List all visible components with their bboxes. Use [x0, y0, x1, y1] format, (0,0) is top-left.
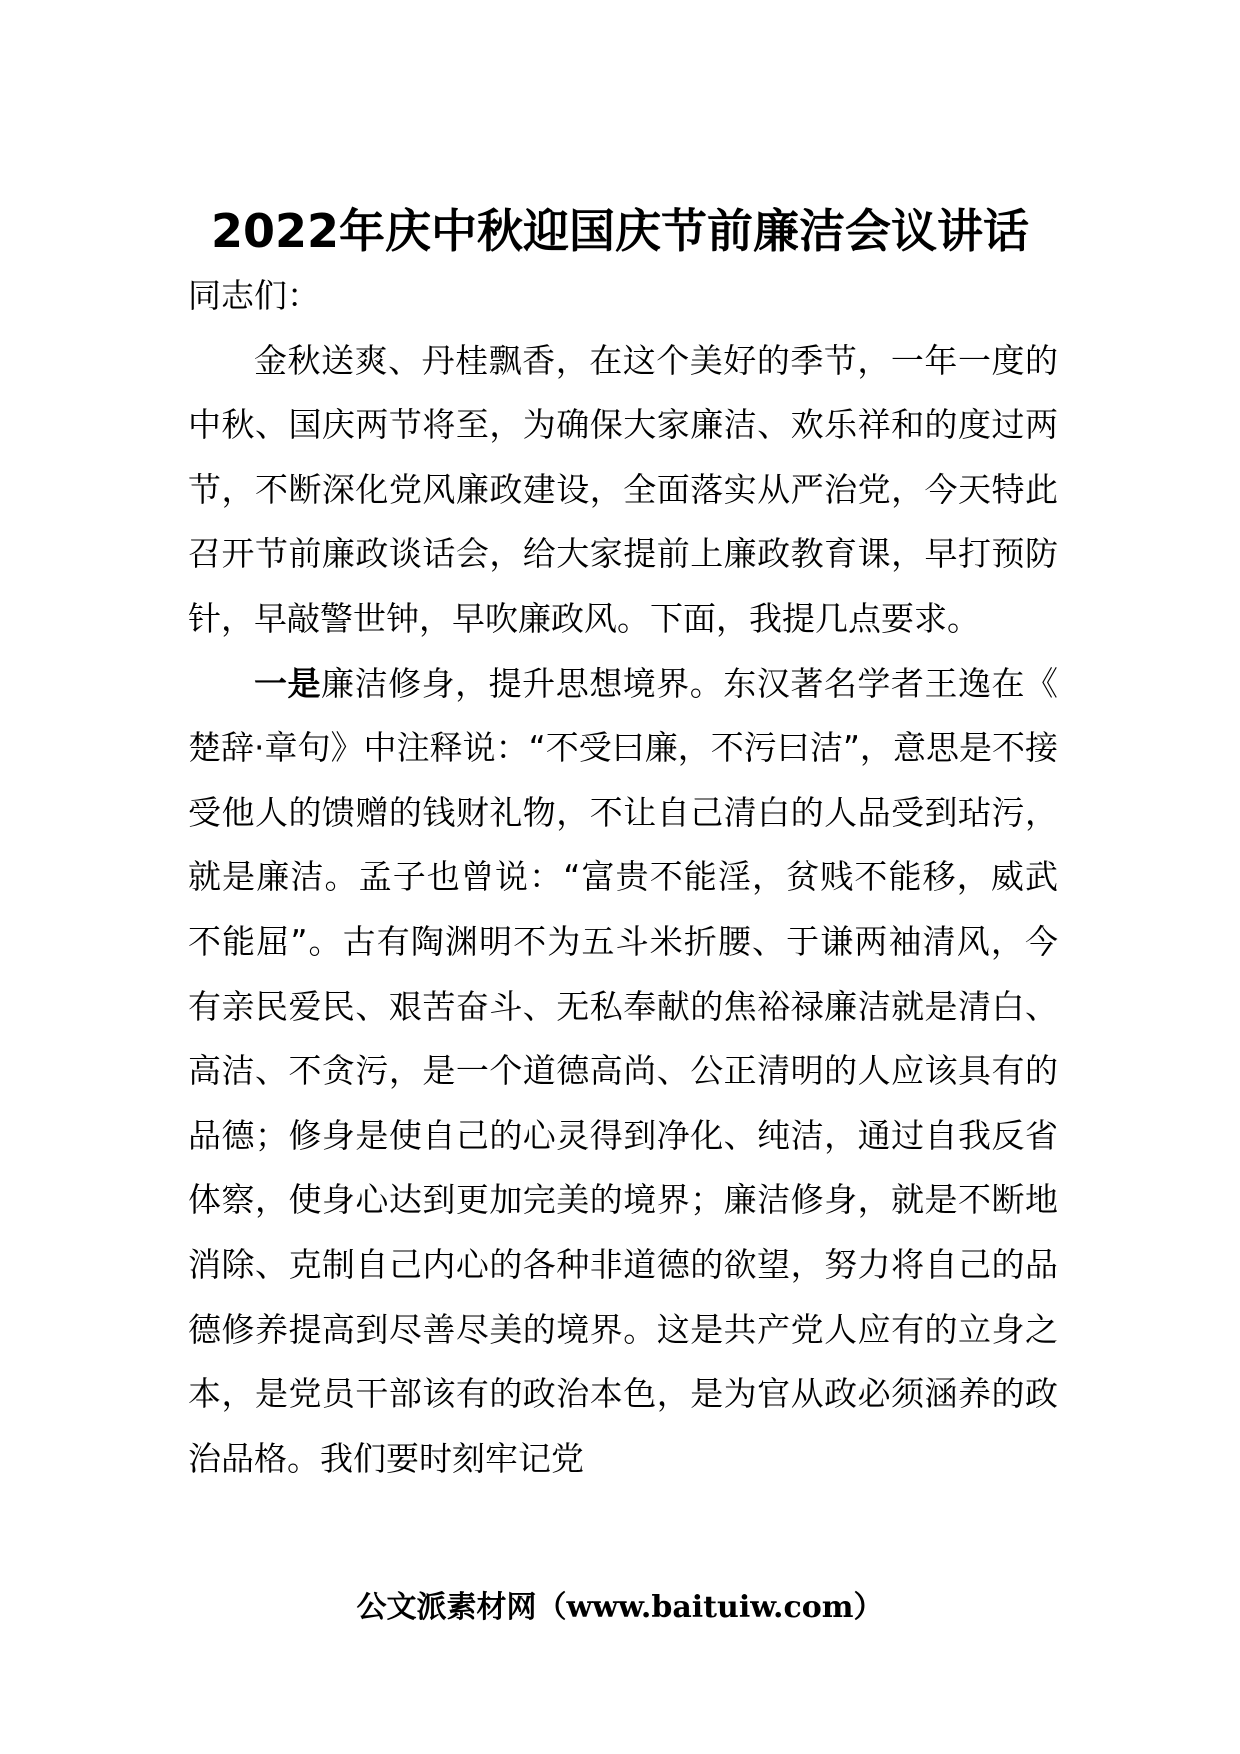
paragraph-lead: 一是: [254, 663, 322, 703]
paragraph-text: 金秋送爽、丹桂飘香，在这个美好的季节，一年一度的中秋、国庆两节将至，为确保大家廉洁、欢乐祥和的度过两节，不断深化党风廉政建设，全面落实从严治党，今天特此召开节前廉政谈话会，给大家提前上廉政教育课，早打预防针，早敲警世钟，早吹廉政风。下面，我提几点要求。: [188, 340, 1058, 638]
page-title: 2022年庆中秋迎国庆节前廉洁会议讲话: [210, 204, 1030, 258]
paragraph-text: 廉洁修身，提升思想境界。东汉著名学者王逸在《楚辞·章句》中注释说：“不受曰廉，不污曰洁”，意思是不接受他人的馈赠的钱财礼物，不让自己清白的人品受到玷污，就是廉洁。孟子也曾说：“富贵不能淫，贫贱不能移，威武不能屈”。古有陶渊明不为五斗米折腰、于谦两袖清风，今有亲民爱民、艰苦奋斗、无私奉献的焦裕禄廉洁就是清白、高洁、不贪污，是一个道德高尚、公正清明的人应该具有的品德；修身是使自己的心灵得到净化、纯洁，通过自我反省体察，使身心达到更加完美的境界；廉洁修身，就是不断地消除、克制自己内心的各种非道德的欲望，努力将自己的品德修养提高到尽善尽美的境界。这是共产党人应有的立身之本，是党员干部该有的政治本色，是为官从政必须涵养的政治品格。我们要时刻牢记党: [188, 663, 1059, 1478]
document-body: [188, 264, 1058, 1491]
footer-source: 公文派素材网（www.baituiw.com）: [356, 1590, 884, 1625]
salutation: 同志们：: [188, 276, 320, 315]
paragraph-point-one: [188, 652, 1058, 1492]
paragraph-intro: [188, 329, 1058, 652]
